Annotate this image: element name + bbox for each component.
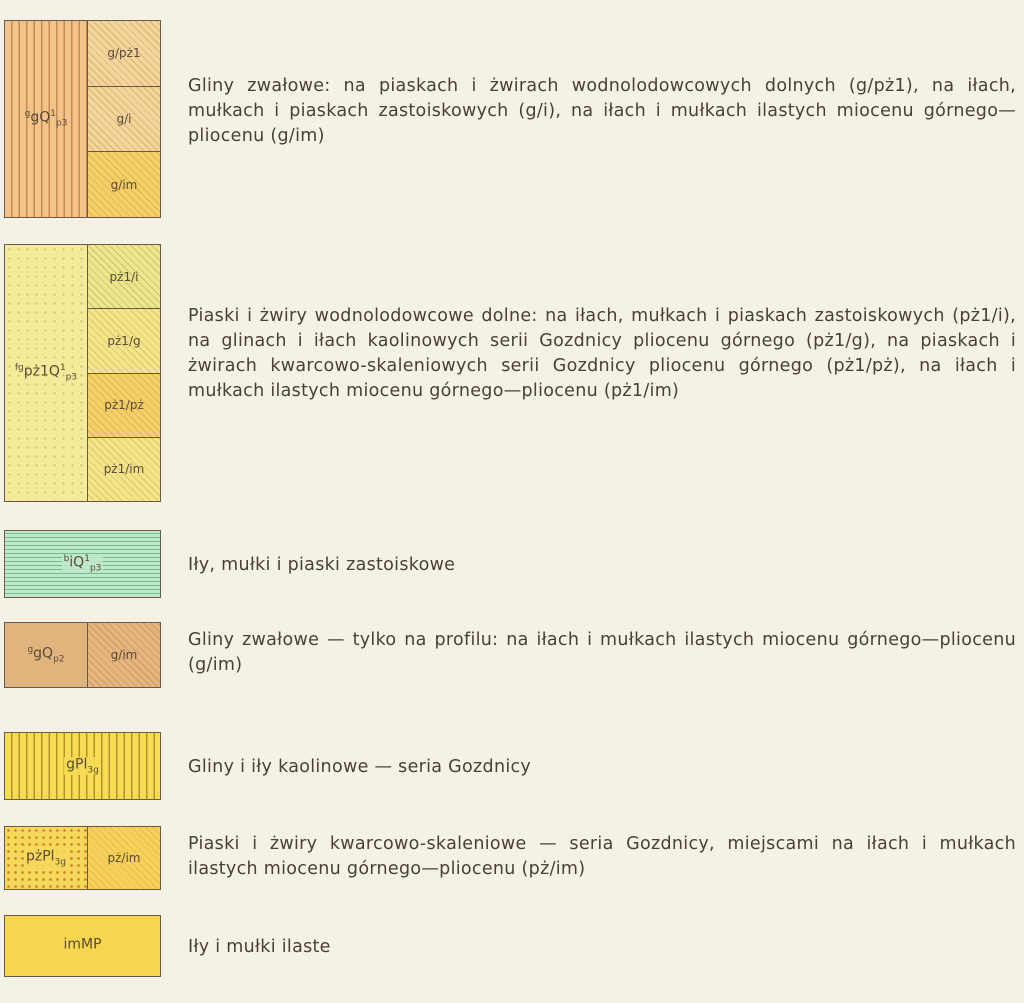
sub-unit: pż1/pż [88, 373, 160, 437]
legend-description: Gliny i iły kaolinowe — seria Gozdnicy [188, 757, 532, 777]
sub-unit: pż1/im [88, 437, 160, 501]
sub-unit: g/im [88, 623, 160, 687]
symbol-code: pżPl$_{3g}$ [25, 848, 67, 868]
symbol-code: gPl$_{3g}$ [66, 756, 99, 776]
legend-symbol-5 [4, 732, 161, 800]
main-pattern [5, 21, 87, 217]
sub-units [87, 21, 160, 217]
legend-description: Iły i mułki ilaste [188, 937, 331, 957]
main-pattern [5, 623, 87, 687]
symbol-code: imMP [63, 936, 102, 953]
sub-units [87, 623, 160, 687]
symbol-code: $^ggQ_{p2}$ [27, 644, 65, 665]
legend-description: Gliny zwałowe — tylko na profilu: na iłach i mułkach ilastych miocenu górnego—pliocenu (g/im) [188, 630, 1016, 675]
legend-symbol-4 [4, 622, 161, 688]
legend-symbol-3 [4, 530, 161, 598]
sub-unit: pż/im [88, 827, 160, 889]
sub-units [87, 245, 160, 501]
legend-symbol-1 [4, 20, 161, 218]
symbol-code: $^{fg}pż1Q^1_{p3}$ [14, 362, 78, 383]
symbol-code: $^biQ^1_{p3}$ [63, 553, 102, 574]
main-pattern [5, 733, 160, 799]
sub-unit: pż1/g [88, 308, 160, 372]
legend-description: Piaski i żwiry kwarcowo-skaleniowe — seria Gozdnicy, miejscami na iłach i mułkach ilastych miocenu górnego—pliocenu (pż/im) [188, 834, 1016, 879]
symbol-code: $^ggQ^1_{p3}$ [24, 108, 68, 129]
sub-unit: g/i [88, 86, 160, 152]
legend-description: Iły, mułki i piaski zastoiskowe [188, 555, 456, 575]
main-pattern [5, 916, 160, 976]
sub-unit: pż1/i [88, 245, 160, 308]
main-pattern [5, 245, 87, 501]
sub-unit: g/pż1 [88, 21, 160, 86]
legend-symbol-7 [4, 915, 161, 977]
sub-unit: g/im [88, 151, 160, 217]
legend-symbol-6 [4, 826, 161, 890]
sub-units [87, 827, 160, 889]
legend-symbol-2 [4, 244, 161, 502]
main-pattern [5, 531, 160, 597]
legend-description: Gliny zwałowe: na piaskach i żwirach wodnolodowcowych dolnych (g/pż1), na iłach, mułkach i piaskach zastoiskowych (g/i), na iłach i mułkach ilastych miocenu górnego—pliocenu (g/im) [188, 76, 1016, 146]
legend-description: Piaski i żwiry wodnolodowcowe dolne: na iłach, mułkach i piaskach zastoiskowych (pż1/i), na glinach i iłach kaolinowych serii Gozdnicy pliocenu górnego (pż1/g), na piaskach i żwirach kwarcowo-skaleniowych serii Gozdnicy pliocenu górnego (pż1/pż), na iłach i mułkach ilastych miocenu górnego—pliocenu (pż1/im) [188, 306, 1016, 401]
main-pattern [5, 827, 87, 889]
